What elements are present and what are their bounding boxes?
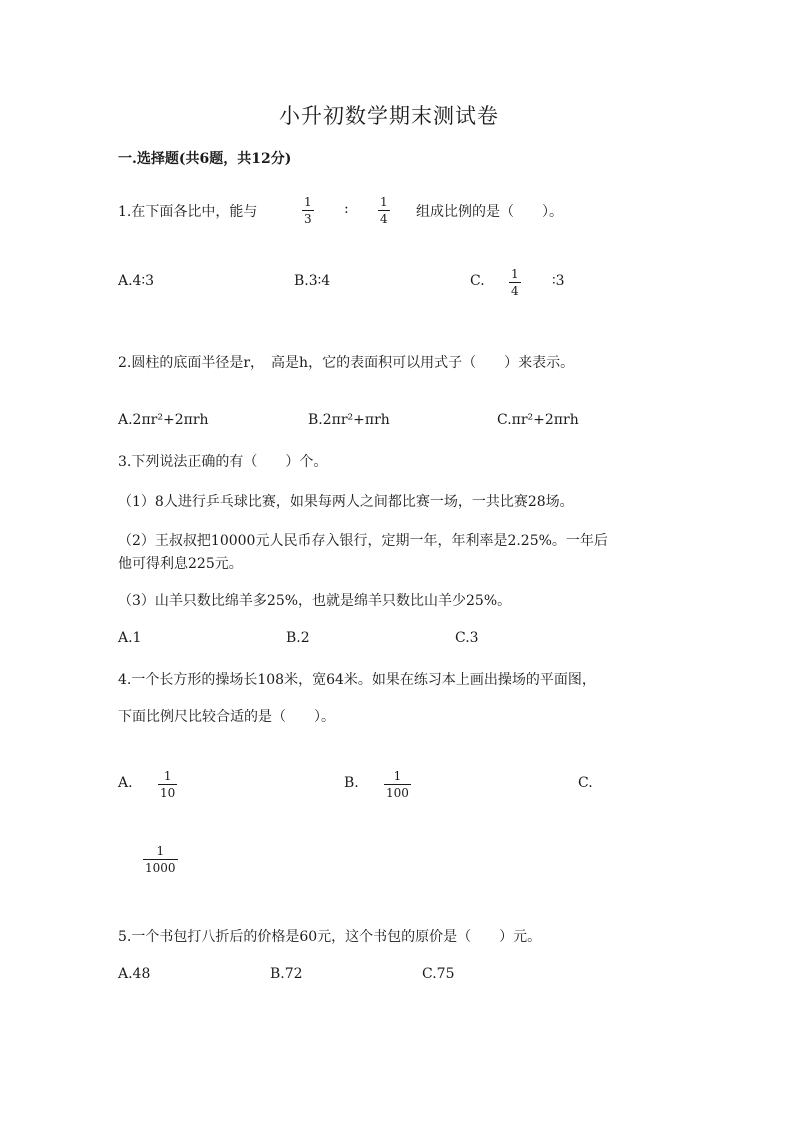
q4-c-numerator: 1 [156, 844, 165, 858]
q3-option-a[interactable]: A.1 [118, 630, 142, 646]
q3-statement-2-line2: 他可得利息225元。 [118, 556, 243, 572]
q3-statement-3: （3）山羊只数比绵羊多25%，也就是绵羊只数比山羊少25%。 [118, 593, 512, 609]
q1-frac-b-denominator: 4 [380, 212, 388, 226]
q1-colon: : [344, 201, 349, 217]
q4-option-a-label[interactable]: A. [118, 775, 133, 791]
q4-option-c-label[interactable]: C. [578, 775, 593, 791]
q4-option-c-fraction [143, 844, 178, 875]
q4-b-numerator: 1 [393, 769, 402, 783]
q3-statement-2-line1: （2）王叔叔把10000元人民币存入银行，定期一年，年利率是2.25%。一年后 [118, 533, 608, 549]
q1-option-b[interactable]: B.3∶4 [294, 273, 331, 289]
q2-option-a[interactable]: A.2πr²+2πrh [118, 412, 209, 428]
q1-fraction-a [302, 195, 314, 226]
q4-stem-line1: 4.一个长方形的操场长108米，宽64米。如果在练习本上画出操场的平面图， [118, 672, 596, 688]
q3-option-c[interactable]: C.3 [455, 630, 479, 646]
q1-frac-b-numerator: 1 [380, 195, 388, 209]
q1-prefix: 1.在下面各比中，能与 [118, 204, 258, 220]
q2-stem: 2.圆柱的底面半径是r， 高是h，它的表面积可以用式子（ ）来表示。 [118, 355, 575, 371]
fraction-bar [302, 210, 314, 211]
section-heading: 一.选择题(共6题，共12分) [118, 151, 292, 167]
q4-a-denominator: 10 [160, 786, 176, 800]
q4-stem-line2: 下面比例尺比较合适的是（ ）。 [118, 709, 335, 725]
q1-c-denominator: 4 [511, 284, 519, 298]
q2-option-b[interactable]: B.2πr²+πrh [308, 412, 390, 428]
q4-option-b-label[interactable]: B. [344, 775, 359, 791]
q1-option-a[interactable]: A.4∶3 [118, 273, 155, 289]
fraction-bar [143, 859, 178, 860]
q4-b-denominator: 100 [386, 786, 409, 800]
q3-stem: 3.下列说法正确的有（ ）个。 [118, 454, 328, 470]
fraction-bar [509, 282, 521, 283]
q4-option-a-fraction [158, 769, 177, 800]
page-title: 小升初数学期末测试卷 [279, 104, 499, 128]
q1-frac-a-numerator: 1 [304, 195, 312, 209]
q1-c-numerator: 1 [511, 267, 519, 281]
q4-option-b-fraction [384, 769, 411, 800]
q5-stem: 5.一个书包打八折后的价格是60元，这个书包的原价是（ ）元。 [118, 929, 542, 945]
q1-fraction-b [378, 195, 390, 226]
q2-option-c[interactable]: C.πr²+2πrh [497, 412, 579, 428]
q3-statement-1: （1）8人进行乒乓球比赛，如果每两人之间都比赛一场，一共比赛28场。 [118, 494, 574, 510]
fraction-bar [378, 210, 390, 211]
fraction-bar [158, 784, 177, 785]
q1-option-c-label[interactable]: C. [470, 273, 485, 289]
q5-option-a[interactable]: A.48 [118, 966, 151, 982]
q1-option-c-suffix: ∶3 [552, 273, 565, 289]
q5-option-c[interactable]: C.75 [422, 966, 455, 982]
q5-option-b[interactable]: B.72 [270, 966, 303, 982]
q4-a-numerator: 1 [163, 769, 172, 783]
q1-suffix: 组成比例的是（ ）。 [416, 204, 563, 220]
fraction-bar [384, 784, 411, 785]
q3-option-b[interactable]: B.2 [286, 630, 310, 646]
q4-c-denominator: 1000 [145, 861, 176, 875]
q1-frac-a-denominator: 3 [304, 212, 312, 226]
q1-option-c-fraction [509, 267, 521, 298]
